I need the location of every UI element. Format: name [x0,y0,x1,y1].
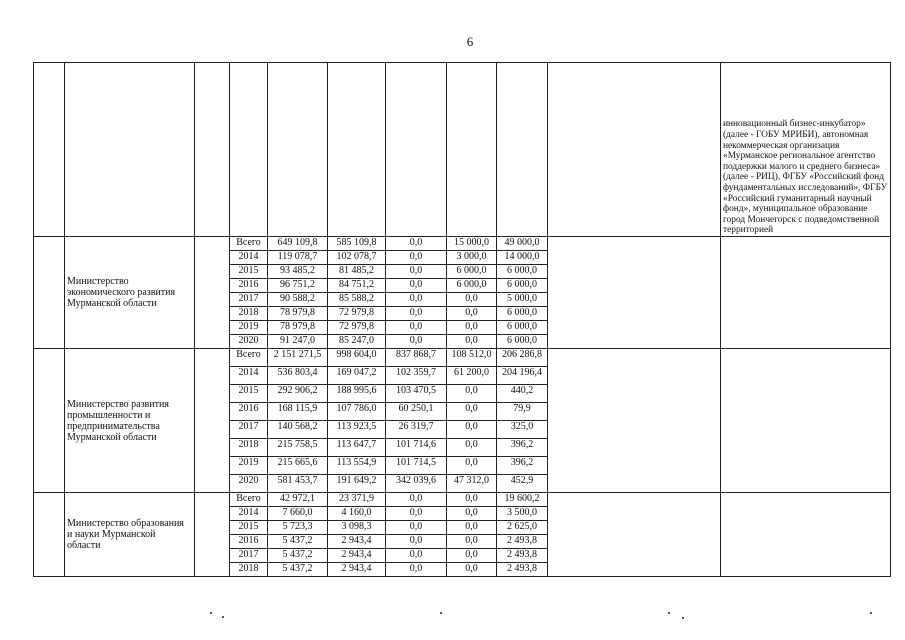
cell-total: 5 437,2 [268,535,328,549]
cell-regional: 85 247,0 [328,335,386,349]
cell-regional: 2 943,4 [328,549,386,563]
cell-federal: 0,0 [386,535,447,549]
cell-regional: 72 979,8 [328,321,386,335]
cell-year: 2017 [230,293,268,307]
cell-empty [195,493,230,577]
cell-total: 7 660,0 [268,507,328,521]
cell-federal: 0,0 [386,521,447,535]
cell-total: 215 665,6 [268,457,328,475]
cell-federal: 60 250,1 [386,403,447,421]
cell-regional: 107 786,0 [328,403,386,421]
cell-total: 168 115,9 [268,403,328,421]
cell-federal: 0,0 [386,307,447,321]
cell-indicator [548,493,721,577]
cell-total: 649 109,8 [268,237,328,251]
cell-regional: 585 109,8 [328,237,386,251]
cell-total [268,63,328,237]
scan-artifacts [0,612,905,622]
page-number: 6 [466,34,474,49]
table-row [34,493,891,507]
table-body [34,63,891,577]
cell-extra: 2 625,0 [497,521,548,535]
cell-total: 140 568,2 [268,421,328,439]
cell-year: 2015 [230,385,268,403]
cell-local: 47 312,0 [447,475,497,493]
cell-extra: 6 000,0 [497,307,548,321]
cell-year: 2017 [230,549,268,563]
cell-local: 0,0 [447,549,497,563]
cell-local: 0,0 [447,439,497,457]
cell-extra: 452,9 [497,475,548,493]
cell-federal [386,63,447,237]
cell-empty [195,63,230,237]
continued-row [34,63,891,237]
cell-regional: 23 371,9 [328,493,386,507]
cell-regional: 102 078,7 [328,251,386,265]
cell-local: 0,0 [447,421,497,439]
cell-regional: 3 098,3 [328,521,386,535]
cell-federal: 837 868,7 [386,349,447,367]
cell-year: 2016 [230,403,268,421]
cell-federal: 101 714,5 [386,457,447,475]
table-row [34,237,891,251]
cell-extra: 2 493,8 [497,563,548,577]
cell-year: 2019 [230,457,268,475]
cell-regional: 191 649,2 [328,475,386,493]
cell-regional: 84 751,2 [328,279,386,293]
cell-extra: 2 493,8 [497,535,548,549]
cell-local: 61 200,0 [447,367,497,385]
cell-year: 2015 [230,521,268,535]
cell-empty [195,237,230,349]
cell-local: 0,0 [447,307,497,321]
cell-total: 536 803,4 [268,367,328,385]
cell-extra: 6 000,0 [497,279,548,293]
cell-year: 2014 [230,367,268,385]
cell-federal: 0,0 [386,321,447,335]
cell-regional: 2 943,4 [328,563,386,577]
cell-federal: 0,0 [386,549,447,563]
cell-regional [328,63,386,237]
cell-extra: 204 196,4 [497,367,548,385]
cell-year: 2020 [230,335,268,349]
funding-table [33,62,891,577]
cell-local: 0,0 [447,321,497,335]
cell-total: 215 758,5 [268,439,328,457]
cell-extra: 14 000,0 [497,251,548,265]
cell-federal: 0,0 [386,507,447,521]
cell-extra: 206 286,8 [497,349,548,367]
cell-total: 78 979,8 [268,321,328,335]
cell-federal: 342 039,6 [386,475,447,493]
cell-extra: 396,2 [497,439,548,457]
cell-extra [497,63,548,237]
cell-year: 2017 [230,421,268,439]
cell-total: 5 437,2 [268,549,328,563]
cell-local: 0,0 [447,457,497,475]
cell-total: 5 723,3 [268,521,328,535]
cell-local: 0,0 [447,293,497,307]
cell-local: 0,0 [447,403,497,421]
cell-year: Всего [230,349,268,367]
cell-number [34,349,65,493]
cell-extra: 396,2 [497,457,548,475]
cell-federal: 0,0 [386,251,447,265]
cell-regional: 4 160,0 [328,507,386,521]
cell-local: 108 512,0 [447,349,497,367]
cell-federal: 0,0 [386,563,447,577]
cell-local: 0,0 [447,563,497,577]
cell-number [34,63,65,237]
cell-number [34,237,65,349]
cell-local: 6 000,0 [447,265,497,279]
cell-extra: 2 493,8 [497,549,548,563]
cell-total: 42 972,1 [268,493,328,507]
cell-executor [721,349,891,493]
cell-federal: 0,0 [386,335,447,349]
cell-number [34,493,65,577]
cell-local: 3 000,0 [447,251,497,265]
cell-federal: 101 714,6 [386,439,447,457]
cell-regional: 85 588,2 [328,293,386,307]
cell-year: 2019 [230,321,268,335]
cell-extra: 49 000,0 [497,237,548,251]
cell-federal: 103 470,5 [386,385,447,403]
cell-total: 5 437,2 [268,563,328,577]
cell-empty [195,349,230,493]
cell-year [230,63,268,237]
cell-executor [721,493,891,577]
cell-local: 0,0 [447,521,497,535]
cell-extra: 79,9 [497,403,548,421]
cell-year: 2018 [230,439,268,457]
cell-local: 0,0 [447,507,497,521]
cell-regional: 998 604,0 [328,349,386,367]
cell-year: 2016 [230,535,268,549]
cell-total: 96 751,2 [268,279,328,293]
cell-federal: 26 319,7 [386,421,447,439]
organization-name: Министерство образования и науки Мурманской области [65,493,195,577]
cell-extra: 6 000,0 [497,321,548,335]
cell-org [65,63,195,237]
cell-federal: 0,0 [386,265,447,279]
cell-regional: 113 923,5 [328,421,386,439]
cell-regional: 188 995,6 [328,385,386,403]
cell-indicator [548,349,721,493]
cell-local: 0,0 [447,535,497,549]
cell-local [447,63,497,237]
cell-regional: 81 485,2 [328,265,386,279]
cell-total: 292 906,2 [268,385,328,403]
cell-local: 6 000,0 [447,279,497,293]
cell-local: 0,0 [447,385,497,403]
cell-indicator [548,63,721,237]
cell-extra: 325,0 [497,421,548,439]
cell-year: 2018 [230,307,268,321]
cell-total: 91 247,0 [268,335,328,349]
cell-local: 0,0 [447,493,497,507]
cell-extra: 6 000,0 [497,265,548,279]
cell-extra: 440,2 [497,385,548,403]
cell-total: 119 078,7 [268,251,328,265]
table-row [34,349,891,367]
cell-federal: 0,0 [386,293,447,307]
cell-year: 2015 [230,265,268,279]
cell-total: 2 151 271,5 [268,349,328,367]
cell-extra: 3 500,0 [497,507,548,521]
cell-regional: 113 647,7 [328,439,386,457]
cell-federal: 0,0 [386,279,447,293]
cell-total: 93 485,2 [268,265,328,279]
cell-total: 78 979,8 [268,307,328,321]
cell-extra: 6 000,0 [497,335,548,349]
cell-year: Всего [230,493,268,507]
organization-name: Министерство развития промышленности и предпринимательства Мурманской области [65,349,195,493]
organization-name: Министерство экономического развития Мурманской области [65,237,195,349]
cell-year: Всего [230,237,268,251]
cell-total: 90 588,2 [268,293,328,307]
cell-indicator [548,237,721,349]
executor-note: инновационный бизнес-инкубатор» (далее - ГОБУ МРИБИ), автономная некоммерческая организация «Мурманское региональное агентство поддержки малого и среднего бизнеса» (далее - РИЦ), ФГБУ «Российский фонд фундаментальных исследований», ФГБУ «Российский гуманитарный научный фонд», муниципальное образование город Мончегорск с подведомственной территорией [721,63,891,237]
cell-year: 2018 [230,563,268,577]
cell-federal: 102 359,7 [386,367,447,385]
cell-regional: 2 943,4 [328,535,386,549]
cell-year: 2020 [230,475,268,493]
cell-regional: 113 554,9 [328,457,386,475]
cell-federal: 0,0 [386,493,447,507]
cell-local: 0,0 [447,335,497,349]
cell-executor [721,237,891,349]
cell-regional: 72 979,8 [328,307,386,321]
cell-local: 15 000,0 [447,237,497,251]
cell-year: 2016 [230,279,268,293]
cell-year: 2014 [230,507,268,521]
cell-total: 581 453,7 [268,475,328,493]
cell-extra: 19 600,2 [497,493,548,507]
cell-extra: 5 000,0 [497,293,548,307]
cell-federal: 0,0 [386,237,447,251]
cell-regional: 169 047,2 [328,367,386,385]
cell-year: 2014 [230,251,268,265]
